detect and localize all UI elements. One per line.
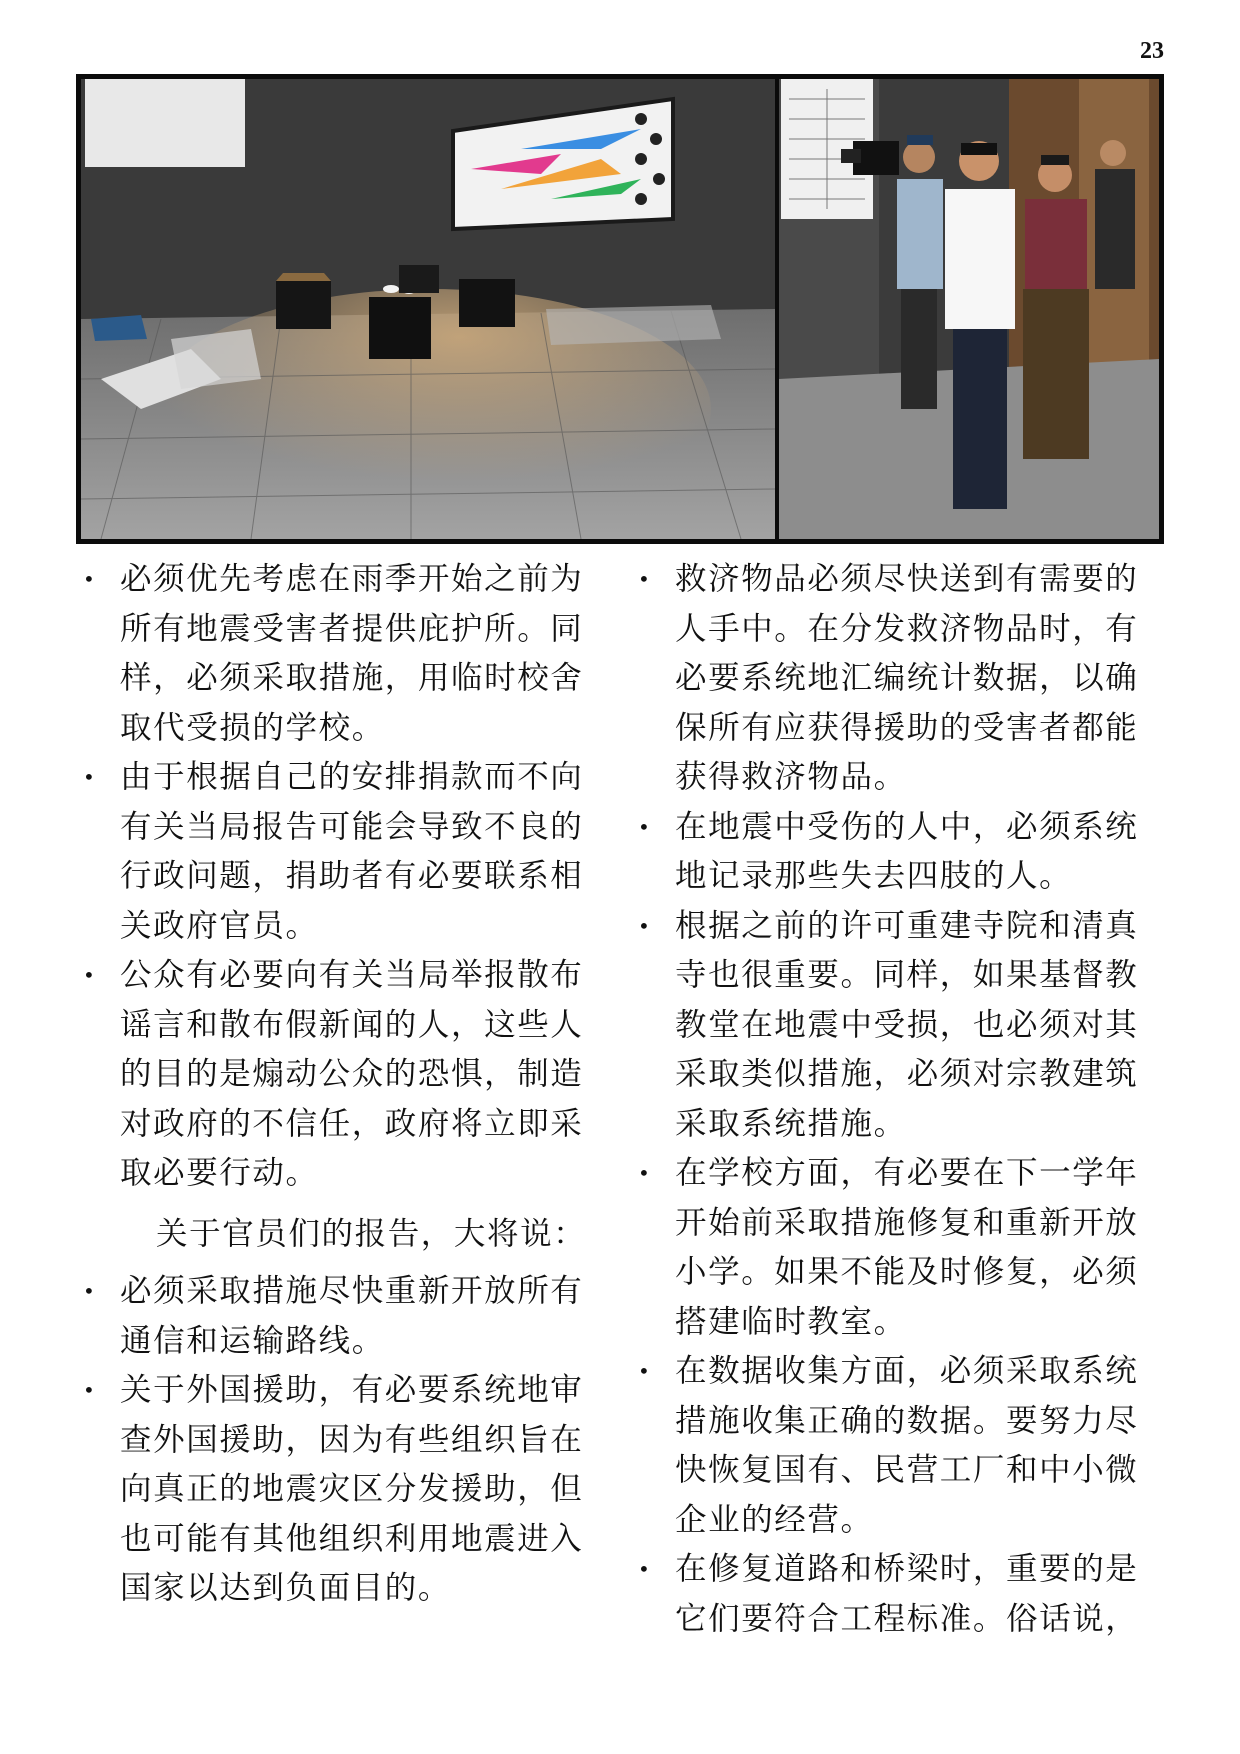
bullet-text: 由于根据自己的安排捐款而不向有关当局报告可能会导致不良的行政问题，捐助者有必要联系相关政府官员。: [120, 759, 584, 944]
bullet-text: 在学校方面，有必要在下一学年开始前采取措施修复和重新开放小学。如果不能及时修复，必须搭建临时教室。: [675, 1155, 1139, 1340]
bullet-text: 公众有必要向有关当局举报散布谣言和散布假新闻的人，这些人的目的是煽动公众的恐惧，制造对政府的不信任，政府将立即采取必要行动。: [120, 957, 584, 1191]
bullet-item: [635, 1545, 1165, 1644]
bullet-text: 在地震中受伤的人中，必须系统地记录那些失去四肢的人。: [675, 808, 1139, 894]
bullet-dot-icon: •: [638, 567, 652, 591]
bullet-text: 关于外国援助，有必要系统地审查外国援助，因为有些组织旨在向真正的地震灾区分发援助，但也可能有其他组织利用地震进入国家以达到负面目的。: [120, 1372, 584, 1606]
bullet-item: [635, 1149, 1165, 1347]
bullet-dot-icon: •: [83, 1378, 97, 1402]
right-column: [635, 555, 1165, 1644]
photo-frame: [76, 74, 1164, 544]
bullet-item: [635, 555, 1165, 803]
bullet-text: 救济物品必须尽快送到有需要的人手中。在分发救济物品时，有必要系统地汇编统计数据，以确保所有应获得援助的受害者都能获得救济物品。: [675, 561, 1139, 795]
bullet-dot-icon: •: [638, 1359, 652, 1383]
bullet-dot-icon: •: [638, 1161, 652, 1185]
bullet-text: 必须采取措施尽快重新开放所有通信和运输路线。: [120, 1273, 584, 1359]
bullet-item: [80, 753, 600, 951]
bullet-dot-icon: •: [83, 963, 97, 987]
bullet-text: 在修复道路和桥梁时，重要的是它们要符合工程标准。俗话说，: [675, 1551, 1139, 1637]
bullet-item: [80, 555, 600, 753]
page-number: 23: [1140, 38, 1164, 64]
bullet-item: [80, 951, 600, 1199]
bullet-text: 根据之前的许可重建寺院和清真寺也很重要。同样，如果基督教教堂在地震中受损，也必须对其采取类似措施，必须对宗教建筑采取系统措施。: [675, 907, 1139, 1142]
bullet-dot-icon: •: [83, 567, 97, 591]
bullet-item: [80, 1267, 600, 1366]
bullet-text: 在数据收集方面，必须采取系统措施收集正确的数据。要努力尽快恢复国有、民营工厂和中小微企业的经营。: [675, 1353, 1139, 1538]
bullet-dot-icon: •: [83, 765, 97, 789]
bullet-text: 必须优先考虑在雨季开始之前为所有地震受害者提供庇护所。同样，必须采取措施，用临时校舍取代受损的学校。: [120, 561, 584, 746]
bullet-dot-icon: •: [638, 913, 652, 938]
bullet-item: [635, 1347, 1165, 1545]
bullet-item: [80, 1366, 600, 1614]
exhibition-hall-photo: [81, 79, 775, 539]
officials-illustration: [779, 79, 1159, 539]
exhibition-hall-illustration: [81, 79, 775, 539]
left-column: [80, 555, 600, 1614]
bullet-item: [635, 803, 1165, 902]
bullet-dot-icon: •: [638, 1557, 652, 1581]
report-intro-paragraph: 关于官员们的报告，大将说：: [156, 1215, 587, 1252]
bullet-dot-icon: •: [83, 1279, 97, 1303]
bullet-dot-icon: •: [638, 814, 652, 839]
officials-photo: [779, 79, 1159, 539]
bullet-item: [635, 902, 1165, 1150]
